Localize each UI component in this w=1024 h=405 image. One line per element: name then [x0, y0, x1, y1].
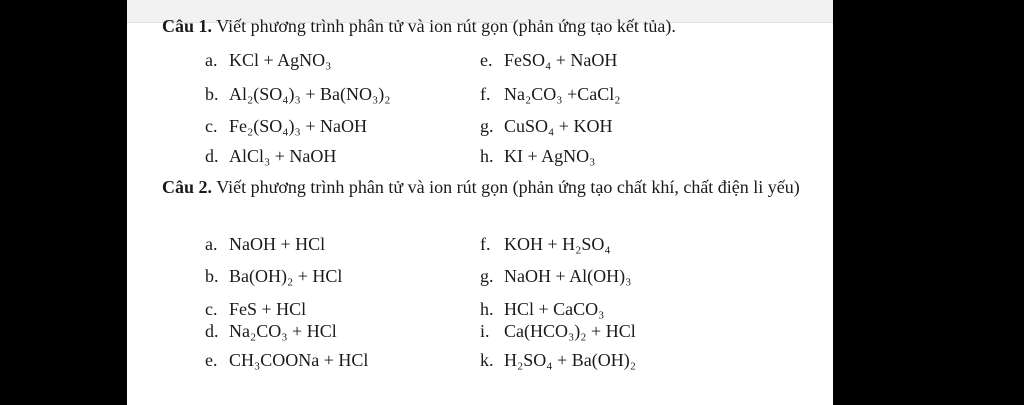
- q1-item-b: [205, 84, 391, 105]
- item-label: g.: [480, 266, 494, 286]
- q1-item-h: [480, 146, 595, 167]
- item-label: k.: [480, 350, 494, 370]
- item-equation: HCl + CaCO₃: [504, 299, 605, 319]
- item-equation: Na₂CO₃ +CaCl₂: [504, 84, 621, 104]
- q2-item-d: [205, 321, 337, 342]
- item-label: b.: [205, 266, 219, 286]
- item-equation: Ba(OH)₂ + HCl: [229, 266, 343, 286]
- question-1-title: Câu 1.: [162, 16, 213, 36]
- item-equation: CH₃COONa + HCl: [229, 350, 369, 370]
- item-label: d.: [205, 321, 219, 341]
- q1-item-d: [205, 146, 336, 167]
- item-label: c.: [205, 299, 218, 319]
- q1-item-g: [480, 116, 612, 137]
- item-label: i.: [480, 321, 490, 341]
- q2-item-b: [205, 266, 342, 287]
- item-equation: KCl + AgNO₃: [229, 50, 332, 70]
- item-label: f.: [480, 234, 491, 254]
- item-label: d.: [205, 146, 219, 166]
- item-equation: AlCl₃ + NaOH: [229, 146, 337, 166]
- question-1-heading: [162, 16, 676, 37]
- item-equation: Na₂CO₃ + HCl: [229, 321, 337, 341]
- q2-item-k: [480, 350, 636, 371]
- q2-item-g: [480, 266, 631, 287]
- q1-item-a: [205, 50, 331, 71]
- item-label: e.: [480, 50, 493, 70]
- item-label: h.: [480, 146, 494, 166]
- item-equation: FeSO₄ + NaOH: [504, 50, 618, 70]
- question-1-text: Viết phương trình phân tử và ion rút gọn (phản ứng tạo kết tủa).: [216, 16, 676, 36]
- document-page: [127, 0, 833, 405]
- question-2-text: Viết phương trình phân tử và ion rút gọn (phản ứng tạo chất khí, chất điện li yếu): [216, 177, 800, 197]
- q1-item-c: [205, 116, 367, 137]
- q2-item-f: [480, 234, 611, 255]
- q1-item-f: [480, 84, 620, 105]
- item-equation: Ca(HCO₃)₂ + HCl: [504, 321, 636, 341]
- q2-item-i: [480, 321, 636, 342]
- q1-item-e: [480, 50, 617, 71]
- q2-item-e: [205, 350, 368, 371]
- item-equation: KOH + H₂SO₄: [504, 234, 611, 254]
- item-label: b.: [205, 84, 219, 104]
- item-label: h.: [480, 299, 494, 319]
- item-equation: Al₂(SO₄)₃ + Ba(NO₃)₂: [229, 84, 391, 104]
- item-equation: NaOH + Al(OH)₃: [504, 266, 632, 286]
- q2-item-h: [480, 299, 604, 320]
- item-equation: Fe₂(SO₄)₃ + NaOH: [229, 116, 367, 136]
- item-label: a.: [205, 50, 218, 70]
- item-label: f.: [480, 84, 491, 104]
- question-2-title: Câu 2.: [162, 177, 213, 197]
- item-label: a.: [205, 234, 218, 254]
- item-label: e.: [205, 350, 218, 370]
- item-equation: KI + AgNO₃: [504, 146, 596, 166]
- item-equation: NaOH + HCl: [229, 234, 326, 254]
- question-2-heading: [162, 176, 822, 198]
- q2-item-a: [205, 234, 325, 255]
- item-label: c.: [205, 116, 218, 136]
- q2-item-c: [205, 299, 306, 320]
- item-equation: CuSO₄ + KOH: [504, 116, 613, 136]
- item-label: g.: [480, 116, 494, 136]
- item-equation: FeS + HCl: [229, 299, 307, 319]
- item-equation: H₂SO₄ + Ba(OH)₂: [504, 350, 636, 370]
